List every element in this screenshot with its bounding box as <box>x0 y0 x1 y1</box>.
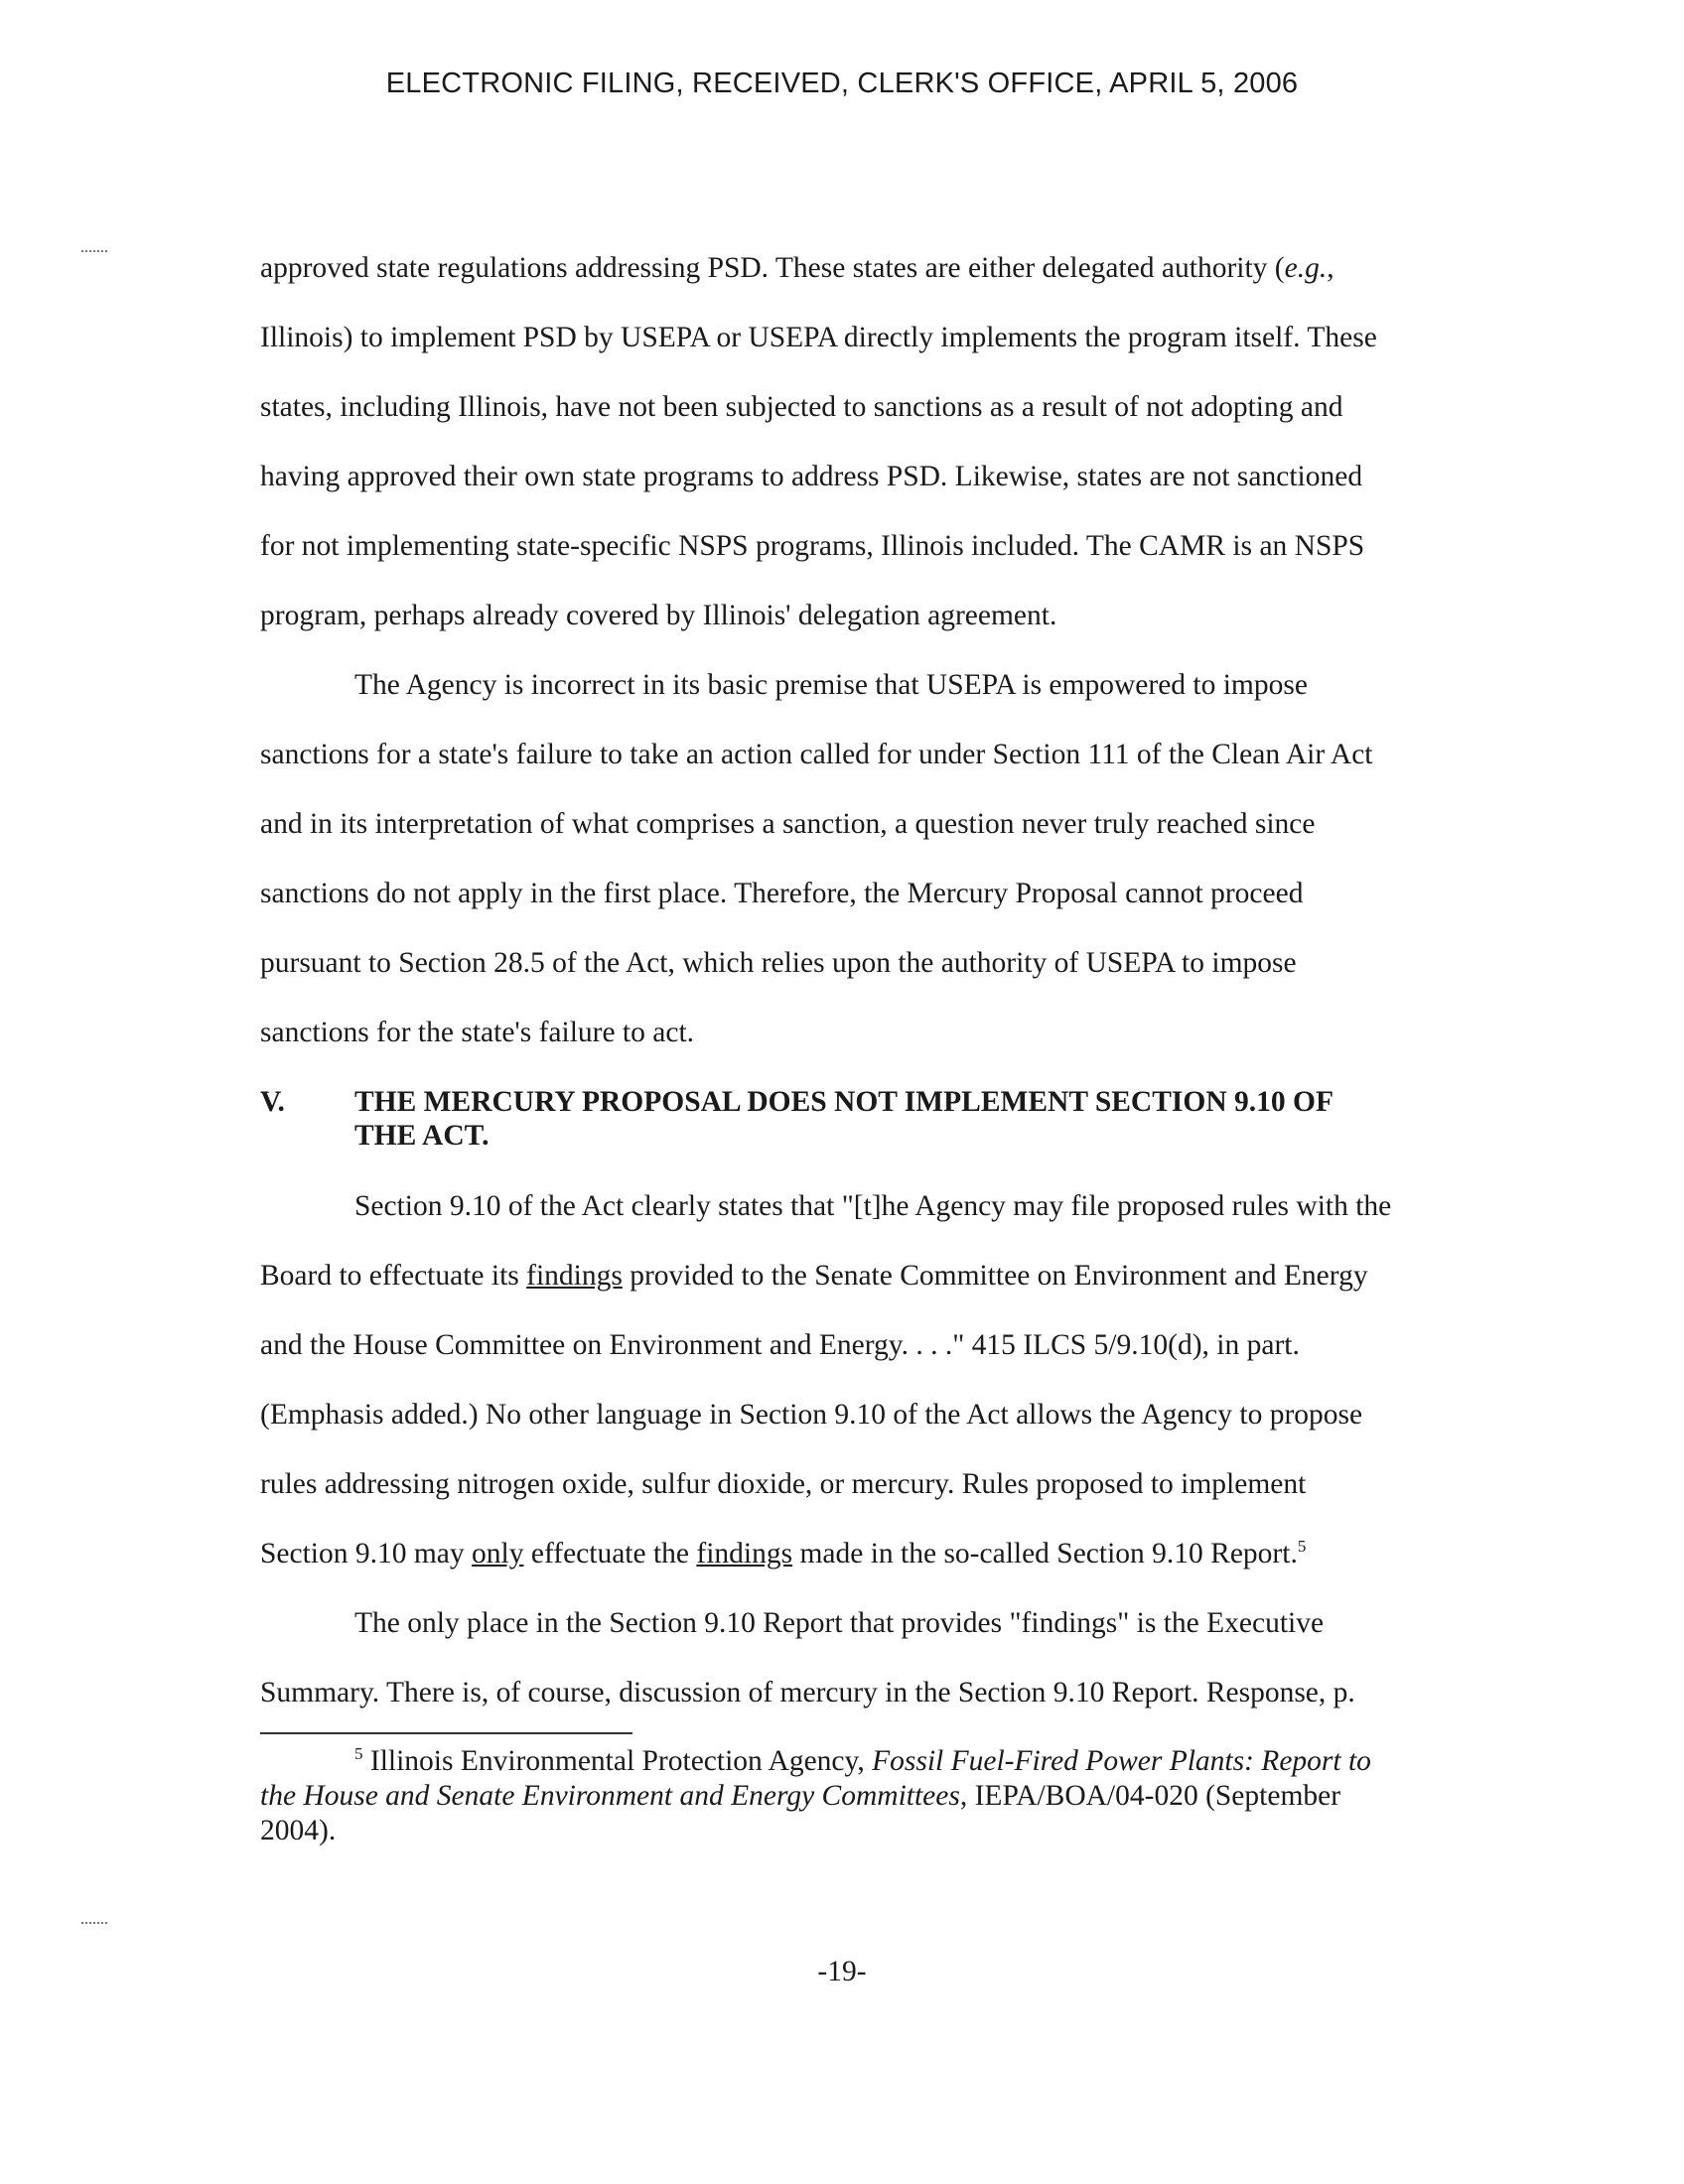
body-line: Summary. There is, of course, discussion of mercury in the Section 9.10 Report. Response, p. <box>260 1677 1355 1708</box>
body-line: (Emphasis added.) No other language in Section 9.10 of the Act allows the Agency to propose <box>260 1399 1363 1431</box>
body-line: approved state regulations addressing PSD. These states are either delegated authority (e.g., <box>260 252 1334 284</box>
body-line: program, perhaps already covered by Illinois' delegation agreement. <box>260 600 1057 631</box>
body-line: The only place in the Section 9.10 Report that provides "findings" is the Executive <box>354 1607 1325 1639</box>
body-line: and in its interpretation of what comprises a sanction, a question never truly reached since <box>260 808 1316 840</box>
body-line: states, including Illinois, have not been subjected to sanctions as a result of not adopting and <box>260 391 1343 423</box>
body-line: pursuant to Section 28.5 of the Act, which relies upon the authority of USEPA to impose <box>260 947 1297 979</box>
body-line: and the House Committee on Environment and Energy. . . ." 415 ILCS 5/9.10(d), in part. <box>260 1329 1300 1361</box>
footnote-line: 2004). <box>260 1815 337 1846</box>
footnote-reference: 5 <box>1297 1537 1307 1557</box>
body-line: sanctions do not apply in the first place. Therefore, the Mercury Proposal cannot proceed <box>260 878 1304 909</box>
page-number: -19- <box>817 1956 867 1987</box>
section-title: THE ACT. <box>354 1120 490 1152</box>
body-line: having approved their own state programs to address PSD. Likewise, states are not sanctioned <box>260 461 1363 492</box>
filing-header: ELECTRONIC FILING, RECEIVED, CLERK'S OFFICE, APRIL 5, 2006 <box>385 68 1299 99</box>
footnote-line: the House and Senate Environment and Energy Committees, IEPA/BOA/04-020 (September <box>260 1780 1341 1812</box>
margin-mark <box>81 250 107 254</box>
body-line: sanctions for the state's failure to act. <box>260 1017 695 1048</box>
section-title: THE MERCURY PROPOSAL DOES NOT IMPLEMENT SECTION 9.10 OF <box>354 1086 1333 1118</box>
body-line: sanctions for a state's failure to take an action called for under Section 111 of the Clean Air Act <box>260 739 1373 770</box>
body-line: rules addressing nitrogen oxide, sulfur dioxide, or mercury. Rules proposed to implement <box>260 1468 1307 1500</box>
footnote-divider <box>260 1732 632 1734</box>
footnote-line: $^5$ Illinois Environmental Protection Agency, Fossil Fuel-Fired Power Plants: Report to <box>354 1744 1371 1777</box>
body-line: Illinois) to implement PSD by USEPA or USEPA directly implements the program itself. These <box>260 322 1377 353</box>
margin-mark <box>81 1922 107 1926</box>
body-line: The Agency is incorrect in its basic premise that USEPA is empowered to impose <box>354 669 1308 701</box>
body-line: for not implementing state-specific NSPS programs, Illinois included. The CAMR is an NSPS <box>260 530 1365 562</box>
section-number: V. <box>260 1086 285 1118</box>
body-line: Section 9.10 may only effectuate the findings made in the so-called Section 9.10 Report.$^5$ <box>260 1537 1307 1570</box>
body-line: Board to effectuate its findings provided to the Senate Committee on Environment and Energy <box>260 1260 1368 1292</box>
body-line: Section 9.10 of the Act clearly states that "[t]he Agency may file proposed rules with the <box>354 1190 1392 1222</box>
